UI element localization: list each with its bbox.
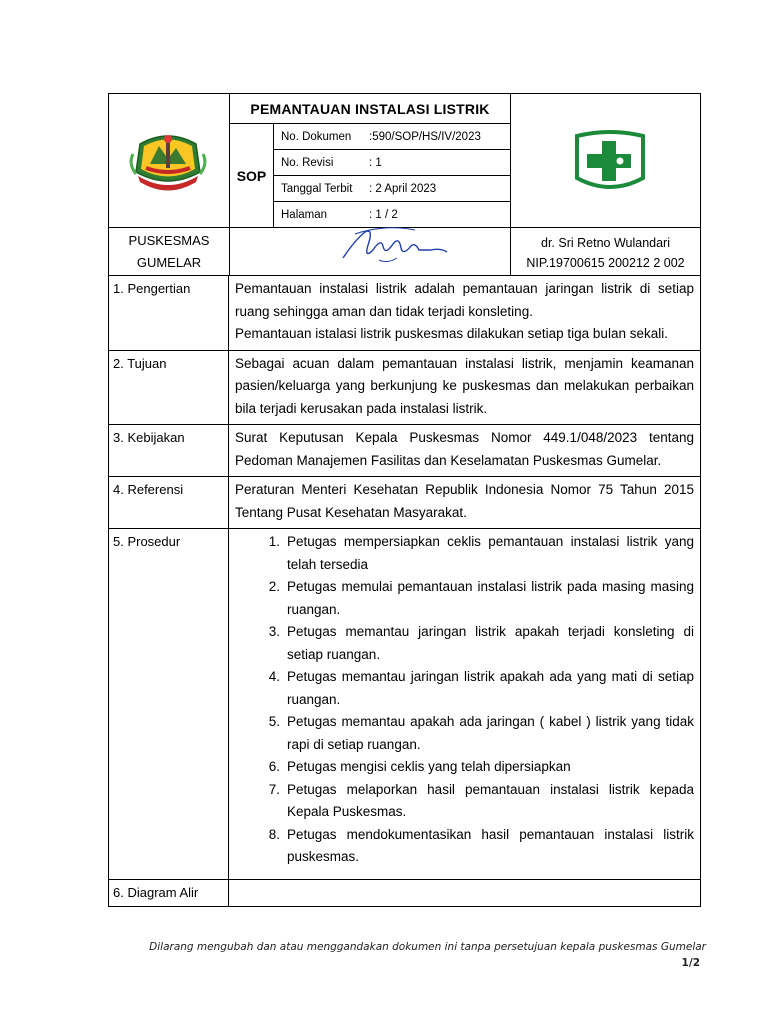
paragraph: Surat Keputusan Kepala Puskesmas Nomor 449.1/048/2023 tentang Pedoman Manajemen Fasilitas dan Keselamatan Puskesmas Gumelar. bbox=[235, 430, 694, 468]
step-text: Petugas memantau jaringan listrik apakah terjadi konsleting di setiap ruangan. bbox=[287, 624, 694, 662]
sop-label: SOP bbox=[230, 124, 274, 227]
meta-label: Halaman bbox=[281, 208, 328, 221]
paragraph: Pemantauan istalasi listrik puskesmas dilakukan setiap tiga bulan sekali. bbox=[235, 326, 668, 341]
title-block bbox=[230, 94, 511, 227]
document-meta bbox=[274, 124, 510, 227]
meta-label: No. Dokumen bbox=[281, 130, 352, 143]
section-label: 2. Tujuan bbox=[109, 351, 229, 425]
document-header bbox=[109, 94, 700, 228]
section-content bbox=[229, 477, 700, 528]
green-cross-logo-icon bbox=[573, 130, 647, 194]
section-content bbox=[229, 351, 700, 425]
meta-label: No. Revisi bbox=[281, 156, 334, 169]
procedure-list bbox=[235, 531, 694, 875]
procedure-step: 4. Petugas memantau jaringan listrik apakah ada yang mati di setiap ruangan. bbox=[235, 666, 694, 711]
page-number: 1/2 bbox=[681, 957, 700, 969]
org-line-2: GUMELAR bbox=[136, 255, 202, 270]
right-logo-cell bbox=[511, 94, 700, 227]
section-content bbox=[229, 880, 700, 906]
step-text: Petugas memantau apakah ada jaringan ( kabel ) listrik yang tidak rapi di setiap ruangan. bbox=[287, 714, 694, 752]
sop-document bbox=[108, 93, 701, 907]
paragraph: Sebagai acuan dalam pemantauan instalasi listrik, menjamin keamanan pasien/keluarga yang berkunjung ke puskesmas dan melakukan perbaikan bila terjadi kerusakan pada instalasi listrik. bbox=[235, 355, 694, 416]
signing-official bbox=[511, 228, 700, 275]
step-text: Petugas mempersiapkan ceklis pemantauan instalasi listrik yang telah tersedia bbox=[287, 534, 694, 572]
official-nip: NIP.19700615 200212 2 002 bbox=[526, 256, 685, 270]
official-name: dr. Sri Retno Wulandari bbox=[541, 236, 670, 250]
sop-block bbox=[230, 124, 510, 227]
step-text: Petugas melaporkan hasil pemantauan instalasi listrik kepada Kepala Puskesmas. bbox=[287, 781, 694, 819]
procedure-step: 5. Petugas memantau apakah ada jaringan ( kabel ) listrik yang tidak rapi di setiap ruangan. bbox=[235, 711, 694, 756]
meta-row-no-revisi bbox=[274, 150, 510, 176]
procedure-step: 7. Petugas melaporkan hasil pemantauan instalasi listrik kepada Kepala Puskesmas. bbox=[235, 779, 694, 824]
meta-label: Tanggal Terbit bbox=[281, 182, 353, 195]
section-pengertian bbox=[109, 276, 700, 351]
step-text: Petugas memantau jaringan listrik apakah ada yang mati di setiap ruangan. bbox=[287, 669, 694, 707]
section-label: 4. Referensi bbox=[109, 477, 229, 528]
section-content bbox=[229, 425, 700, 476]
section-label: 1. Pengertian bbox=[109, 276, 229, 350]
step-text: Petugas memulai pemantauan instalasi listrik pada masing masing ruangan. bbox=[287, 579, 694, 617]
paragraph: Pemantauan instalasi listrik adalah pemantauan jaringan listrik di setiap ruang sehingga aman dan tidak terjadi konsleting. bbox=[235, 281, 694, 319]
handwritten-signature bbox=[335, 220, 455, 270]
step-text: Petugas mendokumentasikan hasil pemantauan instalasi listrik puskesmas. bbox=[287, 826, 694, 864]
procedure-step: 2. Petugas memulai pemantauan instalasi listrik pada masing masing ruangan. bbox=[235, 576, 694, 621]
meta-value: :590/SOP/HS/IV/2023 bbox=[369, 130, 481, 143]
paragraph: Peraturan Menteri Kesehatan Republik Indonesia Nomor 75 Tahun 2015 Tentang Pusat Kesehatan Masyarakat. bbox=[235, 482, 694, 520]
procedure-step: 3. Petugas memantau jaringan listrik apakah terjadi konsleting di setiap ruangan. bbox=[235, 621, 694, 666]
org-line-1: PUSKESMAS bbox=[128, 233, 210, 248]
section-label: 5. Prosedur bbox=[109, 529, 229, 879]
organization-name bbox=[109, 228, 230, 275]
regional-emblem-icon bbox=[128, 124, 208, 194]
section-label: 3. Kebijakan bbox=[109, 425, 229, 476]
meta-value: : 2 April 2023 bbox=[369, 182, 437, 195]
section-tujuan bbox=[109, 351, 700, 426]
meta-value: : 1 bbox=[369, 156, 382, 169]
procedure-step: 8. Petugas mendokumentasikan hasil pemantauan instalasi listrik puskesmas. bbox=[235, 824, 694, 869]
section-diagram-alir bbox=[109, 880, 700, 906]
signature-cell bbox=[230, 228, 511, 275]
step-text: Petugas mengisi ceklis yang telah dipersiapkan bbox=[287, 759, 571, 774]
section-content bbox=[229, 276, 700, 350]
section-content bbox=[229, 529, 700, 879]
meta-row-no-dokumen bbox=[274, 124, 510, 150]
procedure-step: 1. Petugas mempersiapkan ceklis pemantauan instalasi listrik yang telah tersedia bbox=[235, 531, 694, 576]
section-prosedur bbox=[109, 529, 700, 880]
footer-disclaimer: Dilarang mengubah dan atau menggandakan dokumen ini tanpa persetujuan kepala puskesmas Gumelar bbox=[149, 941, 706, 953]
left-logo-cell bbox=[109, 94, 230, 227]
meta-row-tanggal-terbit bbox=[274, 176, 510, 202]
meta-value: : 1 / 2 bbox=[369, 208, 398, 221]
section-kebijakan bbox=[109, 425, 700, 477]
section-referensi bbox=[109, 477, 700, 529]
section-label: 6. Diagram Alir bbox=[109, 880, 229, 906]
document-title: PEMANTAUAN INSTALASI LISTRIK bbox=[230, 94, 510, 124]
procedure-step: 6. Petugas mengisi ceklis yang telah dipersiapkan bbox=[235, 756, 694, 779]
signature-row bbox=[109, 228, 700, 276]
